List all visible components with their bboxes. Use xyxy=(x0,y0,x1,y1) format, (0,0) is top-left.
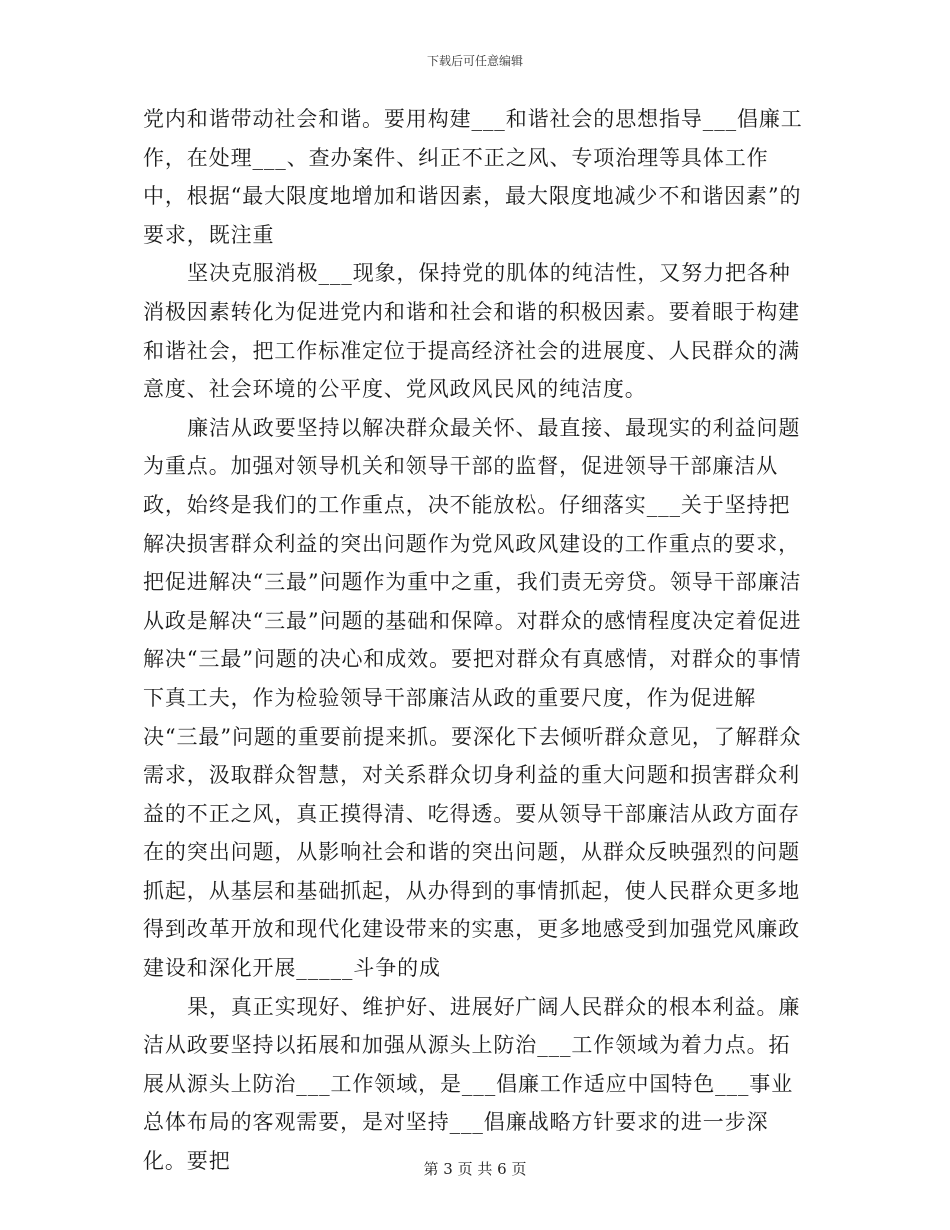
document-body xyxy=(143,100,811,1181)
paragraph-2: 坚决克服消极___现象，保持党的肌体的纯洁性，又努力把各种消极因素转化为促进党内和谐和社会和谐的积极因素。要着眼于构建和谐社会，把工作标准定位于提高经济社会的进展度、人民群众的满意度、社会环境的公平度、党风政风民风的纯洁度。 xyxy=(143,261,800,402)
page-number-footer: 第 3 页 共 6 页 xyxy=(423,1160,527,1178)
paragraph-3: 廉洁从政要坚持以解决群众最关怀、最直接、最现实的利益问题为重点。加强对领导机关和领导干部的监督，促进领导干部廉洁从政，始终是我们的工作重点，决不能放松。仔细落实___关于坚持把解决损害群众利益的突出问题作为党风政风建设的工作重点的要求，把促进解决“三最”问题作为重中之重，我们责无旁贷。领导干部廉洁从政是解决“三最”问题的基础和保障。对群众的感情程度决定着促进解决“三最”问题的决心和成效。要把对群众有真感情，对群众的事情下真工夫，作为检验领导干部廉洁从政的重要尺度，作为促进解决“三最”问题的重要前提来抓。要深化下去倾听群众意见，了解群众需求，汲取群众智慧，对关系群众切身利益的重大问题和损害群众利益的不正之风，真正摸得清、吃得透。要从领导干部廉洁从政方面存在的突出问题，从影响社会和谐的突出问题，从群众反映强烈的问题抓起，从基层和基础抓起，从办得到的事情抓起，使人民群众更多地得到改革开放和现代化建设带来的实惠，更多地感受到加强党风廉政建设和深化开展_____斗争的成 xyxy=(143,415,802,981)
paragraph-1: 党内和谐带动社会和谐。要用构建___和谐社会的思想指导___倡廉工作，在处理___、查办案件、纠正不正之风、专项治理等具体工作中，根据“最大限度地增加和谐因素，最大限度地减少不和谐因素”的要求，既注重 xyxy=(143,107,803,247)
page-header: 下载后可任意编辑 xyxy=(426,54,523,68)
paragraph-4: 果，真正实现好、维护好、进展好广阔人民群众的根本利益。廉洁从政要坚持以拓展和加强从源头上防治___工作领域为着力点。拓展从源头上防治___工作领域，是___倡廉工作适应中国特色___事业总体布局的客观需要，是对坚持___倡廉战略方针要求的进一步深化。要把 xyxy=(143,994,801,1174)
